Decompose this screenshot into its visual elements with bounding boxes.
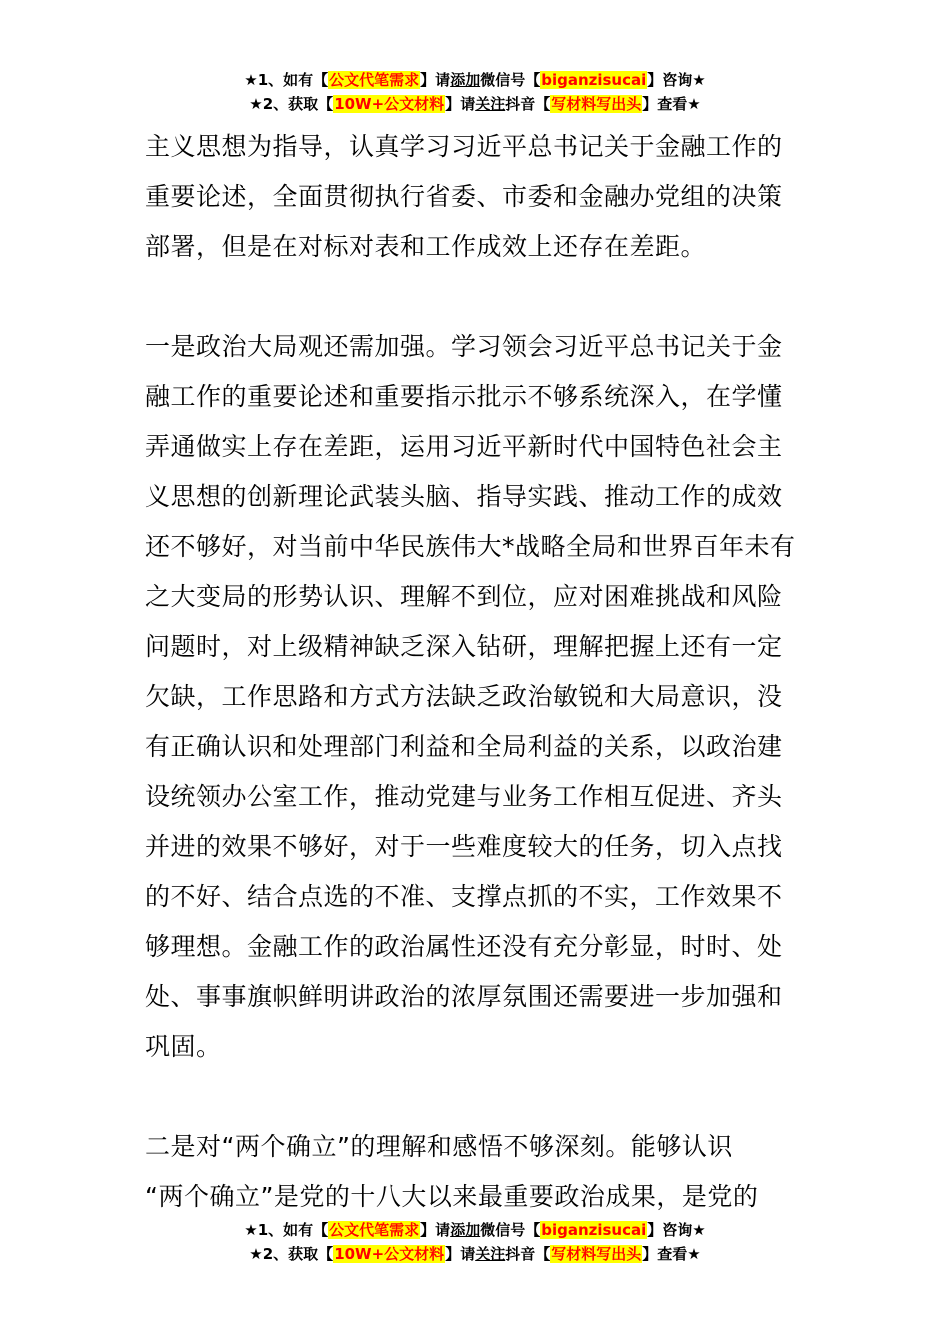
banner-underlined-text: 添加 [450, 1221, 481, 1239]
banner-text: ★1、如有【 [244, 1221, 329, 1239]
banner-text: 】咨询★ [647, 1221, 706, 1239]
banner-highlight: 10W+公文材料 [334, 1245, 445, 1263]
banner-line-1 [0, 68, 950, 92]
banner-highlight: 公文代笔需求 [329, 71, 420, 89]
banner-text: 抖音【 [505, 95, 551, 113]
paragraph-point-one [145, 322, 809, 1072]
paragraph-point-two [145, 1122, 809, 1222]
text-line: 融工作的重要论述和重要指示批示不够系统深入，在学懂 [145, 382, 783, 411]
footer-banner [0, 1218, 950, 1266]
banner-text: 】咨询★ [647, 71, 706, 89]
banner-text: 】查看★ [642, 1245, 701, 1263]
banner-highlight: 10W+公文材料 [334, 95, 445, 113]
banner-text: ★1、如有【 [244, 71, 329, 89]
text-line: 弄通做实上存在差距，运用习近平新时代中国特色社会主 [145, 432, 783, 461]
text-line: 欠缺，工作思路和方式方法缺乏政治敏锐和大局意识，没 [145, 682, 783, 711]
text-line: 处、事事旗帜鲜明讲政治的浓厚氛围还需要进一步加强和 [145, 982, 783, 1011]
banner-highlight: biganzisucai [541, 71, 647, 89]
banner-highlight: 写材料写出头 [551, 95, 642, 113]
banner-text: ★2、获取【 [249, 95, 334, 113]
banner-underlined-text: 关注 [475, 1245, 506, 1263]
text-line: 主义思想为指导，认真学习习近平总书记关于金融工作的 [145, 132, 783, 161]
banner-underlined-text: 添加 [450, 71, 481, 89]
document-body [145, 122, 809, 1222]
banner-line-1 [0, 1218, 950, 1242]
text-line: 设统领办公室工作，推动党建与业务工作相互促进、齐头 [145, 782, 783, 811]
banner-text: 抖音【 [505, 1245, 551, 1263]
banner-text: 】查看★ [642, 95, 701, 113]
text-line: 的不好、结合点选的不准、支撑点抓的不实，工作效果不 [145, 882, 783, 911]
banner-highlight: biganzisucai [541, 1221, 647, 1239]
text-line: 巩固。 [145, 1032, 222, 1061]
banner-text: 微信号【 [480, 71, 541, 89]
banner-text: 】请 [445, 95, 476, 113]
text-line: 重要论述，全面贯彻执行省委、市委和金融办党组的决策 [145, 182, 783, 211]
banner-text: ★2、获取【 [249, 1245, 334, 1263]
text-line: 并进的效果不够好，对于一些难度较大的任务，切入点找 [145, 832, 783, 861]
banner-text: 】请 [445, 1245, 476, 1263]
paragraph-spacer [145, 272, 809, 322]
text-line: 有正确认识和处理部门利益和全局利益的关系，以政治建 [145, 732, 783, 761]
banner-text: 】请 [420, 1221, 451, 1239]
text-line: 一是政治大局观还需加强。学习领会习近平总书记关于金 [145, 332, 783, 361]
text-line: 之大变局的形势认识、理解不到位，应对困难挑战和风险 [145, 582, 783, 611]
paragraph-spacer [145, 1072, 809, 1122]
banner-text: 】请 [420, 71, 451, 89]
banner-line-2 [0, 1242, 950, 1266]
text-line: 义思想的创新理论武装头脑、指导实践、推动工作的成效 [145, 482, 783, 511]
text-line: 问题时，对上级精神缺乏深入钻研，理解把握上还有一定 [145, 632, 783, 661]
text-line: 部署，但是在对标对表和工作成效上还存在差距。 [145, 232, 707, 261]
banner-text: 微信号【 [480, 1221, 541, 1239]
text-line: 够理想。金融工作的政治属性还没有充分彰显，时时、处 [145, 932, 783, 961]
text-line: 还不够好，对当前中华民族伟大*战略全局和世界百年未有 [145, 532, 796, 561]
banner-underlined-text: 关注 [475, 95, 506, 113]
header-banner [0, 68, 950, 116]
paragraph-intro [145, 122, 809, 272]
banner-highlight: 公文代笔需求 [329, 1221, 420, 1239]
banner-highlight: 写材料写出头 [551, 1245, 642, 1263]
banner-line-2 [0, 92, 950, 116]
text-line: 二是对“两个确立”的理解和感悟不够深刻。能够认识 [145, 1132, 733, 1161]
text-line: “两个确立”是党的十八大以来最重要政治成果，是党的 [145, 1182, 759, 1211]
